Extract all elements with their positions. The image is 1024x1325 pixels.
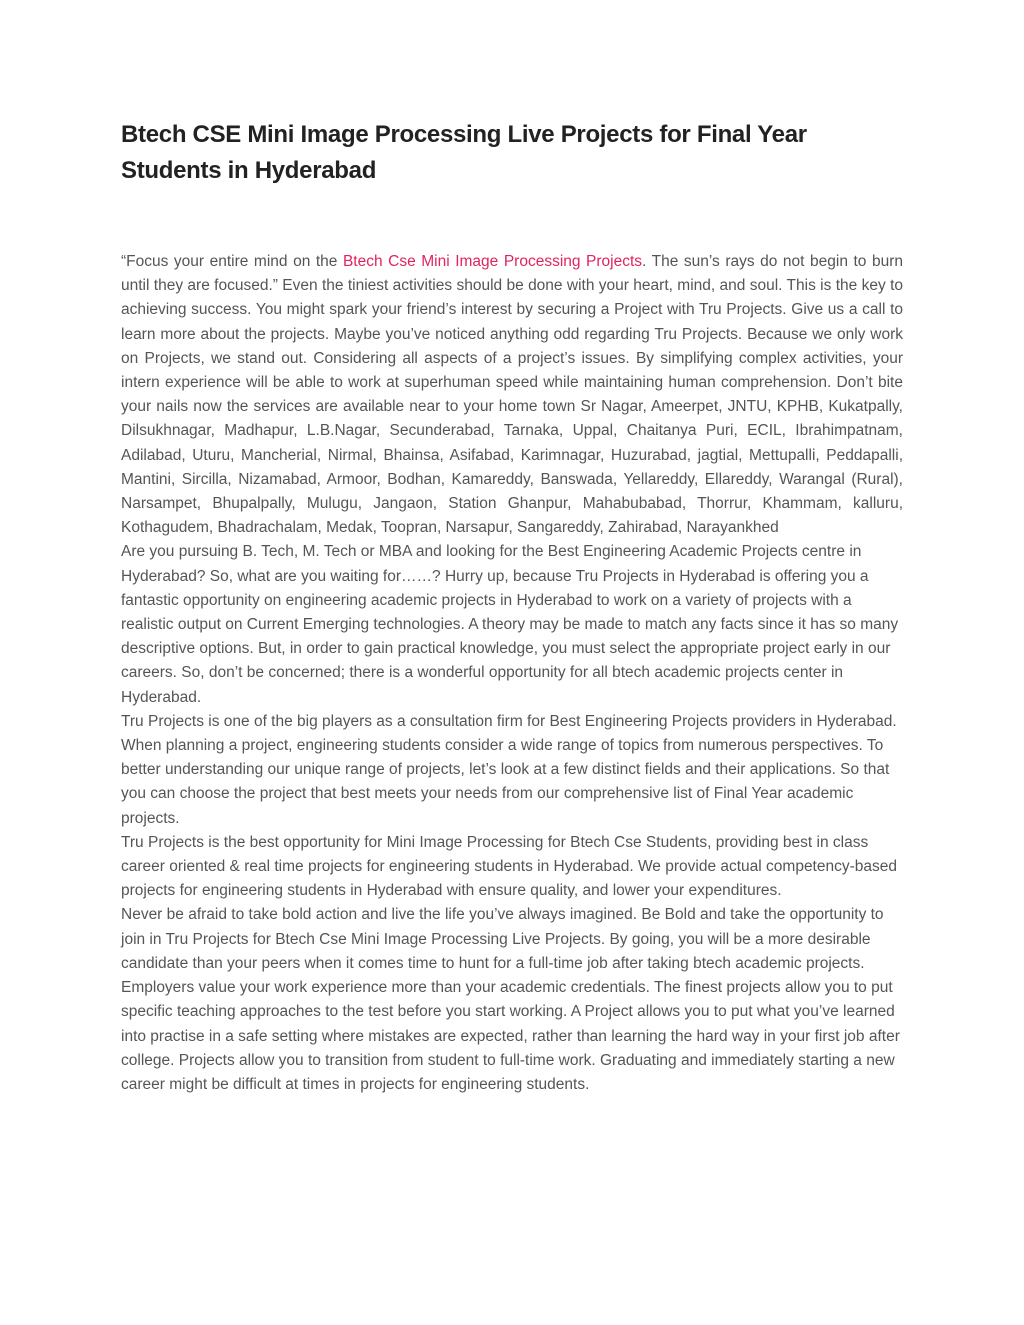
paragraph-consultation-firm: Tru Projects is one of the big players as a consultation firm for Best Engineering Projects providers in Hyderabad. When planning a project, engineering students consider a wide range of topics from numerous perspectives. To better understanding our unique range of projects, let’s look at a few distinct fields and their applications. So that you can choose the project that best meets your needs from our comprehensive list of Final Year academic projects. [121,712,897,827]
intro-text-after-link: . The sun’s rays do not begin to burn until they are focused.” Even the tiniest activities should be done with your heart, mind, and soul. This is the key to achieving success. You might spark your friend’s interest by securing a Project with Tru Projects. Give us a call to learn more about the projects. Maybe you’ve noticed anything odd regarding Tru Projects. Because we only work on Projects, we stand out. Considering all aspects of a project’s issues. By simplifying complex activities, your intern experience will be able to work at superhuman speed while maintaining human comprehension. Don’t bite your nails now the services are available near to your home town Sr Nagar, Ameerpet, JNTU, KPHB, Kukatpally, Dilsukhnagar, Madhapur, L.B.Nagar, Secunderabad, Tarnaka, Uppal, Chaitanya Puri, ECIL, Ibrahimpatnam, Adilabad, Uturu, Mancherial, Nirmal, Bhainsa, Asifabad, Karimnagar, Huzurabad, jagtial, Mettupalli, Peddapalli, Mantini, Sircilla, Nizamabad, Armoor, Bodhan, Kamareddy, Banswada, Yellareddy, Ellareddy, Warangal (Rural), Narsampet, Bhupalpally, Mulugu, Jangaon, Station Ghanpur, Mahabubabad, Thorrur, Khammam, kalluru, Kothagudem, Bhadrachalam, Medak, Toopran, Narsapur, Sangareddy, Zahirabad, Narayankhed [121,253,903,537]
document-page [121,117,903,1097]
projects-link[interactable]: Btech Cse Mini Image Processing Projects [342,253,643,270]
page-title: Btech CSE Mini Image Processing Live Projects for Final Year Students in Hyderabad [121,121,807,184]
paragraph-best-opportunity: Tru Projects is the best opportunity for Mini Image Processing for Btech Cse Students, providing best in class career oriented & real time projects for engineering students in Hyderabad. We provide actual competency-based projects for engineering students in Hyderabad with ensure quality, and lower your expenditures. [121,833,897,900]
intro-paragraph [121,250,903,540]
paragraph-bold-action: Never be afraid to take bold action and live the life you’ve always imagined. Be Bold and take the opportunity to join in Tru Projects for Btech Cse Mini Image Processing Live Projects. By going, you will be a more desirable candidate than your peers when it comes time to hunt for a full-time job after taking btech academic projects. Employers value your work experience more than your academic credentials. The finest projects allow you to put specific teaching approaches to the test before you start working. A Project allows you to put what you’ve learned into practise in a safe setting where mistakes are expected, rather than learning the hard way in your first job after college. Projects allow you to transition from student to full-time work. Graduating and immediately starting a new career might be difficult at times in projects for engineering students. [121,906,900,1093]
paragraph-academic-projects: Are you pursuing B. Tech, M. Tech or MBA and looking for the Best Engineering Academic Projects centre in Hyderabad? So, what are you waiting for……? Hurry up, because Tru Projects in Hyderabad is offering you a fantastic opportunity on engineering academic projects in Hyderabad to work on a variety of projects with a realistic output on Current Emerging technologies. A theory may be made to match any facts since it has so many descriptive options. But, in order to gain practical knowledge, you must select the appropriate project early in our careers. So, don’t be concerned; there is a wonderful opportunity for all btech academic projects center in Hyderabad. [121,543,899,706]
intro-text-before-link: “Focus your entire mind on the [121,253,343,270]
